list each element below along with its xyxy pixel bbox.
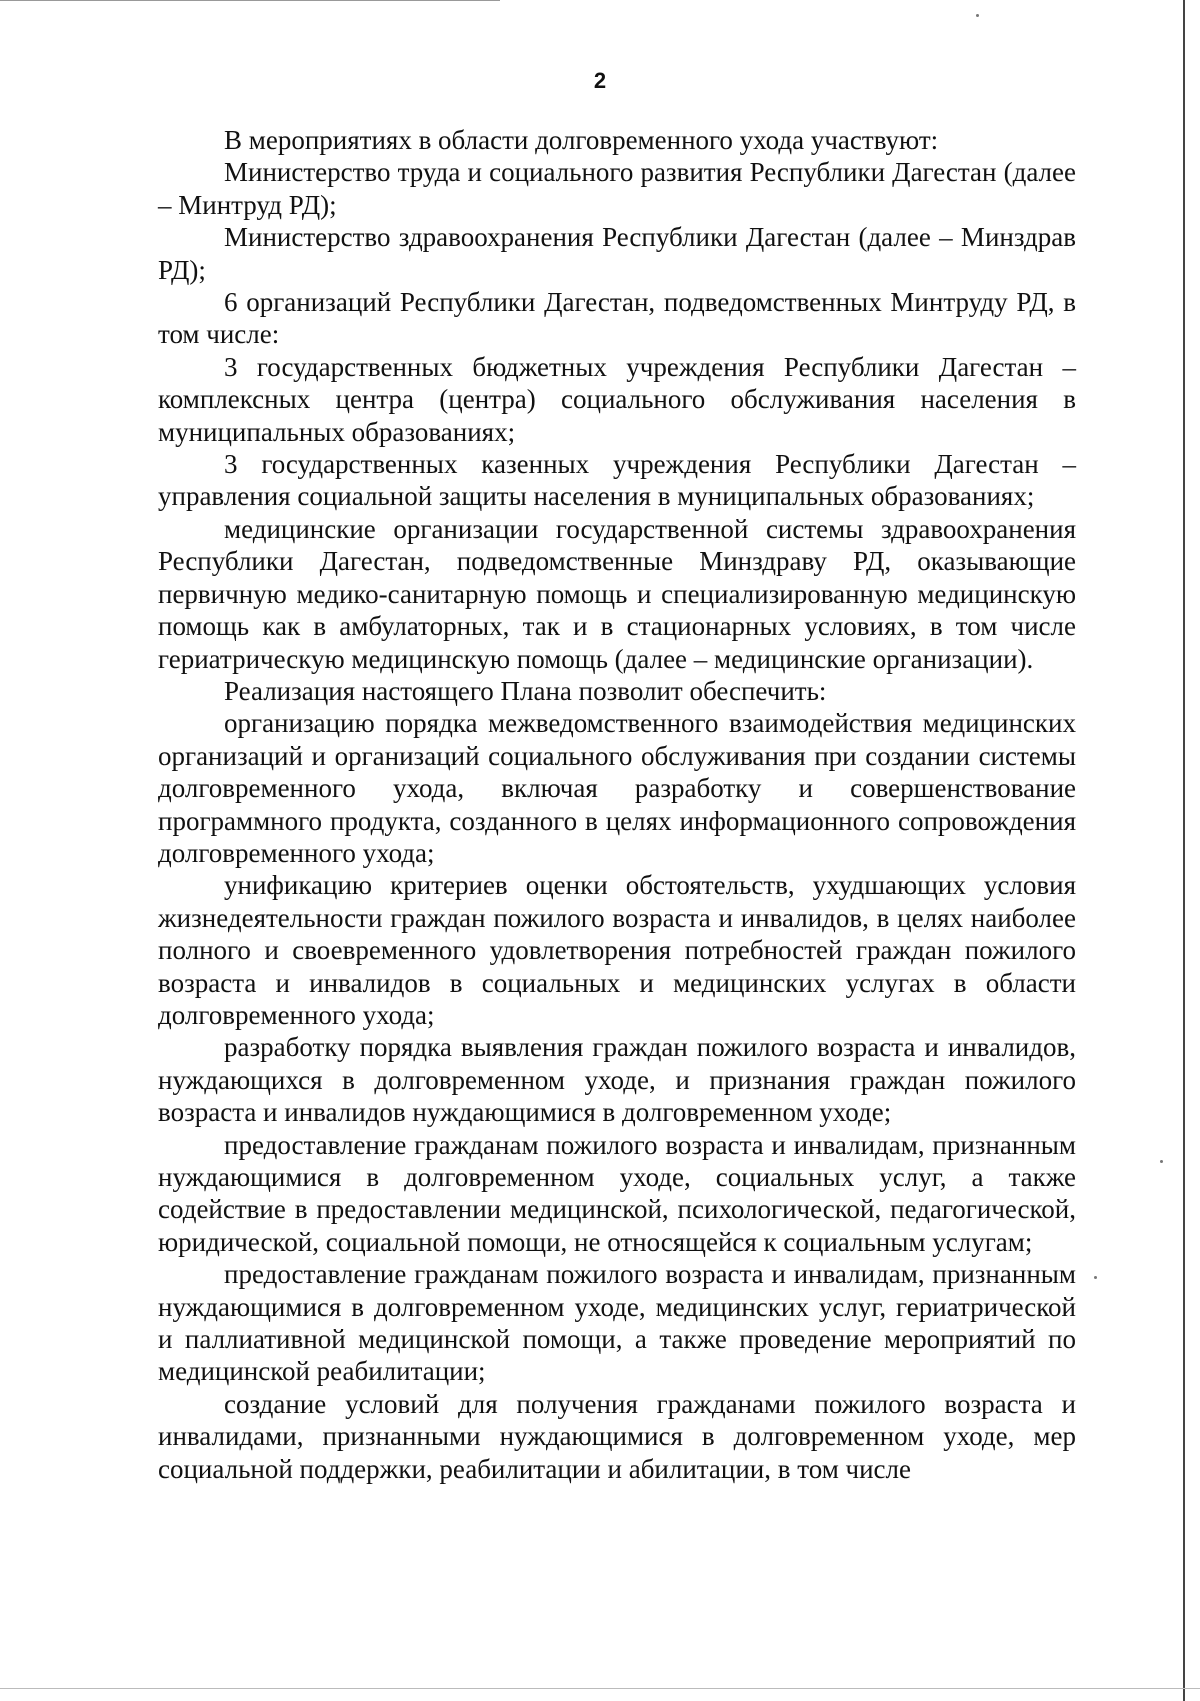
scan-edge-right [1183,0,1185,1701]
paragraph: 6 организаций Республики Дагестан, подведомственных Минтруду РД, в том числе: [158,287,1076,350]
scan-speck [1160,1160,1163,1163]
paragraph: унификацию критериев оценки обстоятельств, ухудшающих условия жизнедеятельности граждан пожилого возраста и инвалидов, в целях наиболее полного и своевременного удовлетворения потребностей граждан пожилого возраста и инвалидов в социальных и медицинских услугах в области долговременного ухода; [158,870,1076,1030]
paragraph: 3 государственных казенных учреждения Республики Дагестан – управления социальной защиты населения в муниципальных образованиях; [158,449,1076,512]
scan-speck [1094,1276,1097,1279]
paragraph: разработку порядка выявления граждан пожилого возраста и инвалидов, нуждающихся в долговременном уходе, и признания граждан пожилого возраста и инвалидов нуждающимися в долговременном уходе; [158,1032,1076,1128]
paragraph: медицинские организации государственной системы здравоохранения Республики Дагестан, подведомственные Минздраву РД, оказывающие первичную медико-санитарную помощь и специализированную медицинскую помощь как в амбулаторных, так и в стационарных условиях, в том числе гериатрическую медицинскую помощь (далее – медицинские организации). [158,513,1076,674]
paragraph: организацию порядка межведомственного взаимодействия медицинских организаций и организаций социального обслуживания при создании системы долговременного ухода, включая разработку и совершенствование программного продукта, созданного в целях информационного сопровождения долговременного ухода; [158,708,1076,868]
page-number: 2 [593,68,607,93]
paragraph: Министерство труда и социального развития Республики Дагестан (далее – Минтруд РД); [158,157,1076,220]
scan-speck [976,14,979,17]
paragraph: предоставление гражданам пожилого возраста и инвалидам, признанным нуждающимися в долговременном уходе, медицинских услуг, гериатрической и паллиативной медицинской помощи, а также проведение мероприятий по медицинской реабилитации; [158,1259,1076,1387]
paragraph: 3 государственных бюджетных учреждения Республики Дагестан – комплексных центра (центра) социального обслуживания населения в муниципальных образованиях; [158,351,1076,447]
paragraph: создание условий для получения гражданами пожилого возраста и инвалидами, признанными нуждающимися в долговременном уходе, мер социальной поддержки, реабилитации и абилитации, в том числе [158,1388,1076,1484]
scan-edge-top [0,0,500,1]
paragraph: предоставление гражданам пожилого возраста и инвалидам, признанным нуждающимися в долговременном уходе, социальных услуг, а также содействие в предоставлении медицинской, психологической, педагогической, юридической, социальной помощи, не относящейся к социальным услугам; [158,1129,1076,1257]
paragraph: Министерство здравоохранения Республики Дагестан (далее – Минздрав РД); [158,222,1076,285]
scan-edge-bottom [0,1688,1200,1689]
paragraph: Реализация настоящего Плана позволит обеспечить: [224,675,827,706]
paragraph: В мероприятиях в области долговременного ухода участвуют: [224,125,939,155]
document-body [158,124,1076,1485]
